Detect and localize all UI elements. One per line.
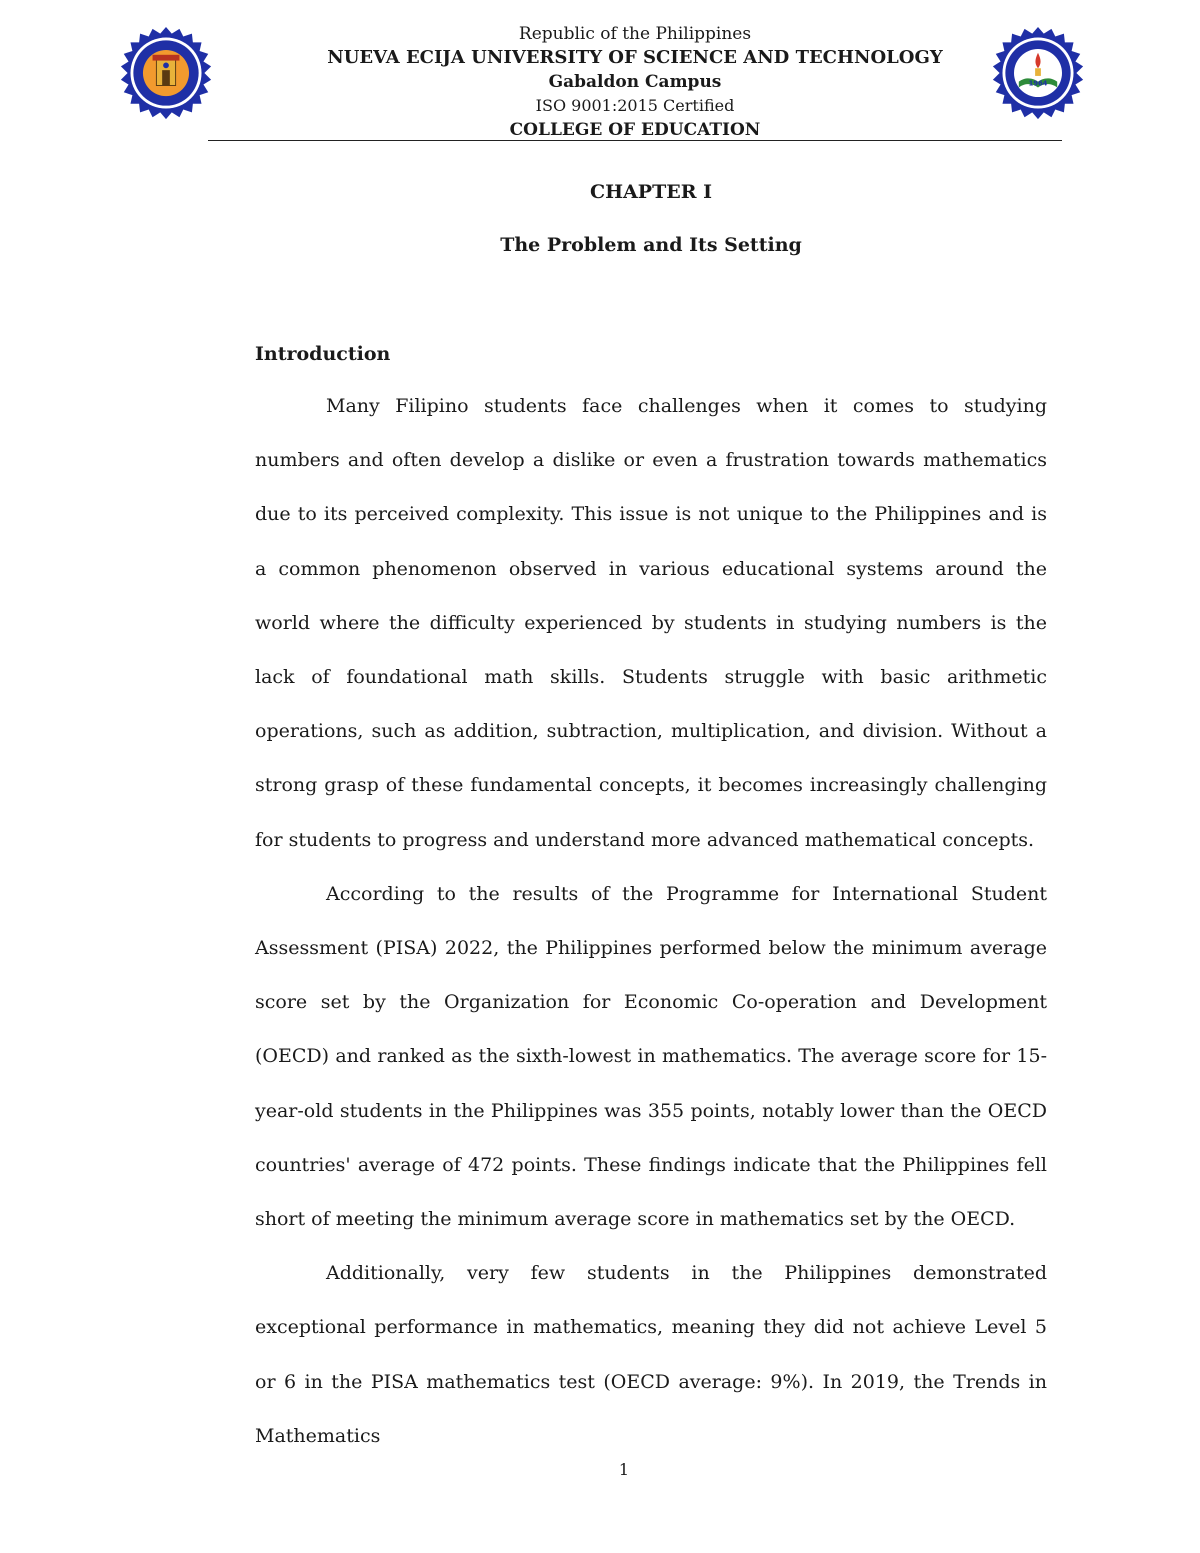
paragraph: Many Filipino students face challenges when it comes to studying numbers and often develop a dislike or even a frustration towards mathematics due to its perceived complexity. This issue is not unique to the Philippines and is a common phenomenon observed in various educational systems around the world where the difficulty experienced by students in studying numbers is the lack of foundational math skills. Students struggle with basic arithmetic operations, such as addition, subtraction, multiplication, and division. Without a strong grasp of these fundamental concepts, it becomes increasingly challenging for students to progress and understand more advanced mathematical concepts. [255,395,1047,851]
campus-name: Gabaldon Campus [548,72,722,92]
section-heading: Introduction [255,343,391,365]
university-name: NUEVA ECIJA UNIVERSITY OF SCIENCE AND TECHNOLOGY [327,47,943,68]
document-header [208,22,1062,142]
republic-line: Republic of the Philippines [518,24,752,44]
university-seal-left [118,26,214,122]
iso-certification: ISO 9001:2015 Certified [535,96,735,115]
svg-text:1964: 1964 [1028,79,1048,88]
page-number: 1 [618,1460,630,1479]
chapter-title: The Problem and Its Setting [500,234,802,256]
paragraph: Additionally, very few students in the Philippines demonstrated exceptional performance in mathematics, meaning they did not achieve Level 5 or 6 in the PISA mathematics test (OECD average: 9%). In 2019, the Trends in Mathematics [255,1262,1047,1447]
paragraph: According to the results of the Programme for International Student Assessment (PISA) 2022, the Philippines performed below the minimum average score set by the Organization for Economic Co-operation and Development (OECD) and ranked as the sixth-lowest in mathematics. The average score for 15-year-old students in the Philippines was 355 points, notably lower than the OECD countries' average of 472 points. These findings indicate that the Philippines fell short of meeting the minimum average score in mathematics set by the OECD. [255,882,1047,1231]
chapter-number: CHAPTER I [589,181,712,203]
body-text [255,379,1047,1463]
header-divider [208,140,1062,141]
college-name: COLLEGE OF EDUCATION [509,120,761,140]
